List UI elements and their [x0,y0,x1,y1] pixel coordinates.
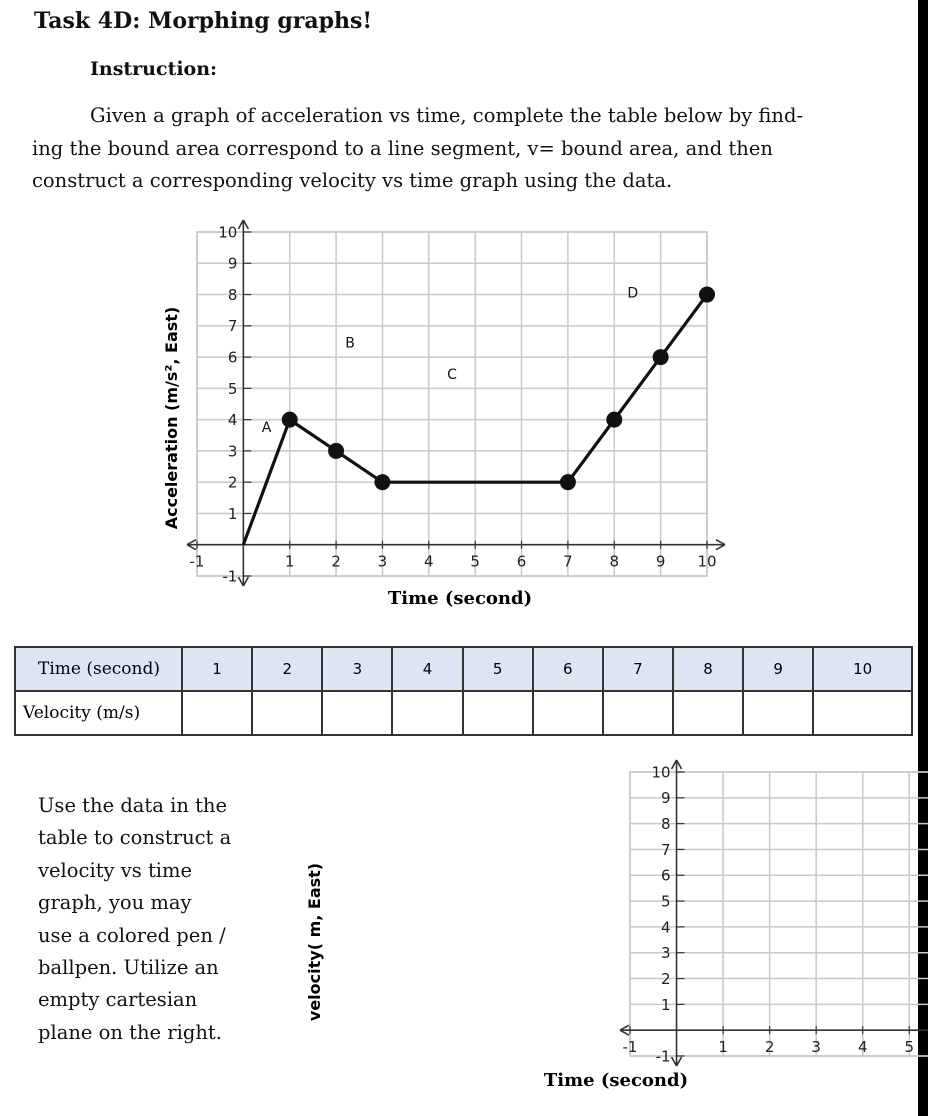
data-point [328,443,344,459]
time-cell: 1 [182,647,252,691]
x-tick-label: 5 [904,1038,915,1057]
side-note-line: Use the data in the [38,794,228,817]
velocity-cell[interactable] [182,691,252,735]
y-tick-label: 2 [660,969,671,988]
side-note [38,790,273,1049]
grid [197,232,707,576]
tick-labels [623,763,928,1065]
instruction-heading: Instruction: [90,58,218,80]
x-tick-label: 7 [563,552,573,571]
velocity-cell[interactable] [322,691,392,735]
acceleration-chart [0,200,918,620]
x-tick-label: 2 [764,1038,775,1057]
y-tick-label: 9 [660,789,671,808]
y-tick-label: 1 [660,995,671,1014]
y-tick-label: 3 [660,944,671,963]
y-tick-label: 6 [660,866,671,885]
x-tick-label: 2 [331,552,341,571]
y-tick-label: 10 [218,223,238,242]
x-tick-label: 3 [377,552,388,571]
time-row [15,647,912,691]
data-point [653,349,669,365]
x-tick-label: 3 [811,1038,821,1057]
velocity-cell[interactable] [533,691,603,735]
time-row-label: Time (second) [15,647,182,691]
side-note-line: plane on the right. [38,1020,222,1044]
side-note-line: table to construct a [38,826,232,850]
time-cell: 5 [463,647,533,691]
y-tick-label: 4 [227,411,238,430]
segment-label: C [447,366,457,383]
velocity-cell[interactable] [392,691,462,735]
y-tick-label: 5 [660,892,671,911]
velocity-table [14,646,913,736]
x-tick-label: 1 [718,1038,728,1057]
y-tick-label: 3 [227,442,238,461]
time-cell: 6 [533,647,603,691]
velocity-cell[interactable] [252,691,322,735]
side-note-line: use a colored pen / [38,923,226,947]
time-cell: 3 [322,647,392,691]
velocity-cell[interactable] [673,691,743,735]
y-tick-label: 2 [227,473,238,492]
data-point [699,287,715,303]
y-tick-label: 8 [227,285,238,304]
segment-labels [262,286,638,436]
velocity-row [15,691,912,735]
y-tick-label: 7 [227,317,238,336]
y-tick-label: 4 [660,918,671,937]
y-tick-label: 7 [660,840,671,859]
segment-label: B [345,335,355,352]
velocity-cell[interactable] [743,691,813,735]
data-point [606,412,622,428]
instruction-line: Given a graph of acceleration vs time, complete the table below by find- [90,104,804,127]
x-tick-label: 5 [470,552,480,571]
y-tick-label: -1 [222,567,238,586]
y-tick-label: 6 [227,348,238,367]
data-point [282,412,298,428]
side-note-line: ballpen. Utilize an [38,956,219,980]
velocity-chart[interactable] [290,752,915,1102]
x-tick-label: 9 [655,552,666,571]
x-axis-label: Time (second) [387,588,533,609]
instruction-line: ing the bound area correspond to a line segment, v= bound area, and then [32,136,773,160]
y-tick-label: 1 [227,504,238,523]
side-note-line: graph, you may [38,891,192,915]
data-point [374,474,390,490]
x-tick-label: 6 [516,552,527,571]
segment-label: A [261,420,272,437]
instruction-line: construct a corresponding velocity vs time graph using the data. [32,169,673,192]
y-tick-label: 8 [660,815,671,834]
velocity-cell[interactable] [813,691,912,735]
velocity-cell[interactable] [463,691,533,735]
grid-border [630,772,928,1056]
side-note-line: empty cartesian [38,988,198,1012]
time-cell: 9 [743,647,813,691]
time-cell: 10 [813,647,912,691]
x-tick-label: 4 [424,552,434,571]
x-tick-label: 4 [857,1038,868,1057]
x-tick-label: 1 [284,552,295,571]
y-tick-label: -1 [655,1047,671,1066]
x-tick-label: 10 [697,552,717,571]
time-cell: 4 [392,647,462,691]
data-point [560,474,576,490]
y-axis-label: Acceleration (m/s², East) [162,306,181,530]
time-cell: 2 [252,647,322,691]
side-note-line: velocity vs time [38,858,193,882]
tick-labels [190,223,717,585]
x-tick-label: -1 [622,1038,638,1057]
grid-border [197,232,707,576]
velocity-row-label: Velocity (m/s) [15,691,182,735]
x-tick-label: -1 [189,552,205,571]
x-axis-label: Time (second) [543,1070,689,1091]
y-tick-label: 5 [227,379,238,398]
time-cell: 7 [603,647,673,691]
grid [630,772,928,1056]
x-tick-label: 8 [609,552,620,571]
axes [187,220,725,586]
y-tick-label: 10 [651,763,671,782]
y-axis-label: velocity( m, East) [305,862,324,1022]
page-title: Task 4D: Morphing graphs! [34,8,373,34]
y-tick-label: 9 [227,254,238,273]
segment-label: D [627,285,639,302]
time-cell: 8 [673,647,743,691]
velocity-cell[interactable] [603,691,673,735]
instruction-paragraph [32,100,892,198]
